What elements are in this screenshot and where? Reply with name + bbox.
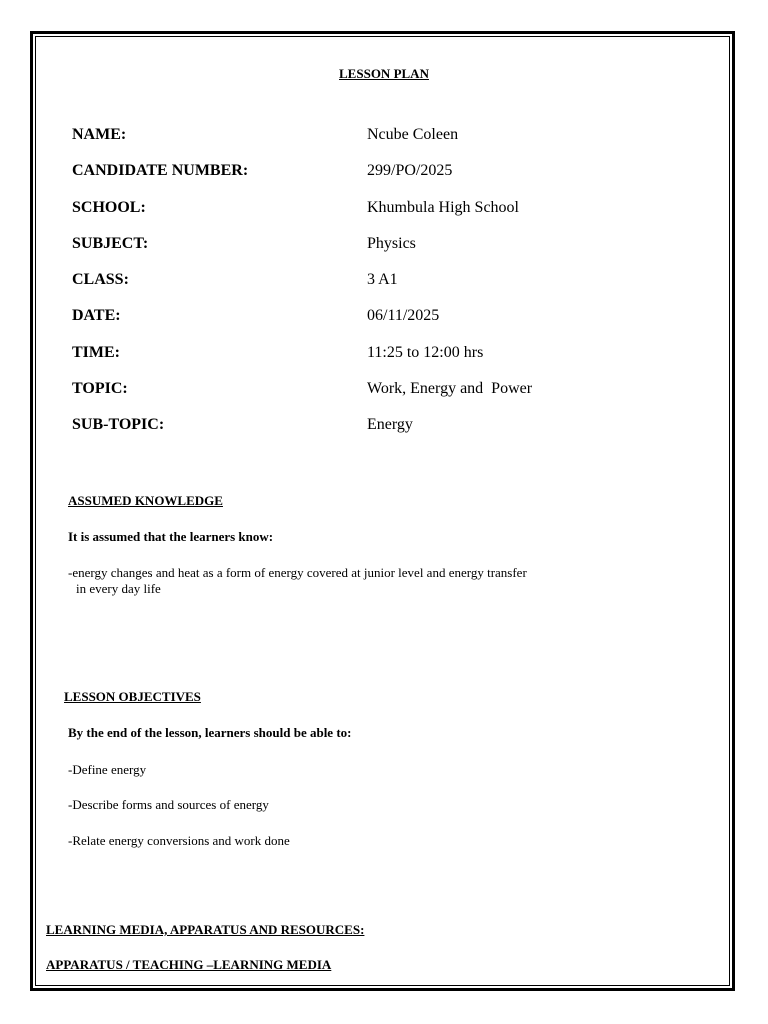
field-topic-label: TOPIC: (72, 380, 128, 397)
apparatus-heading: APPARATUS / TEACHING –LEARNING MEDIA (46, 957, 332, 972)
objective-item: -Relate energy conversions and work done (68, 833, 290, 848)
media-heading: LEARNING MEDIA, APPARATUS AND RESOURCES: (46, 922, 365, 937)
field-topic-value: Work, Energy and Power (367, 380, 533, 397)
field-name-label: NAME: (72, 126, 127, 143)
field-time-value: 11:25 to 12:00 hrs (367, 344, 484, 361)
field-subject-value: Physics (367, 235, 416, 252)
field-date-label: DATE: (72, 307, 121, 324)
field-class-value: 3 A1 (367, 271, 398, 288)
document-title: LESSON PLAN (339, 66, 429, 81)
field-candidate-number-label: CANDIDATE NUMBER: (72, 162, 249, 179)
assumed-knowledge-intro: It is assumed that the learners know: (68, 529, 274, 544)
objectives-heading: LESSON OBJECTIVES (64, 689, 201, 704)
field-school-label: SCHOOL: (72, 199, 146, 216)
assumed-knowledge-heading: ASSUMED KNOWLEDGE (68, 493, 223, 508)
objectives-intro: By the end of the lesson, learners should be able to: (68, 725, 352, 740)
field-candidate-number-value: 299/PO/2025 (367, 162, 453, 179)
objective-item: -Describe forms and sources of energy (68, 797, 269, 812)
field-class-label: CLASS: (72, 271, 129, 288)
field-sub-topic-label: SUB-TOPIC: (72, 416, 165, 433)
assumed-knowledge-paragraph (68, 565, 628, 597)
field-subject-label: SUBJECT: (72, 235, 149, 252)
field-sub-topic-value: Energy (367, 416, 413, 433)
field-date-value: 06/11/2025 (367, 307, 440, 324)
field-name-value: Ncube Coleen (367, 126, 459, 143)
field-time-label: TIME: (72, 344, 120, 361)
field-school-value: Khumbula High School (367, 199, 519, 216)
assumed-knowledge-line-1: -energy changes and heat as a form of energy covered at junior level and energy transfer (68, 565, 527, 580)
objective-item: -Define energy (68, 762, 147, 777)
assumed-knowledge-line-2: in every day life (76, 581, 161, 596)
